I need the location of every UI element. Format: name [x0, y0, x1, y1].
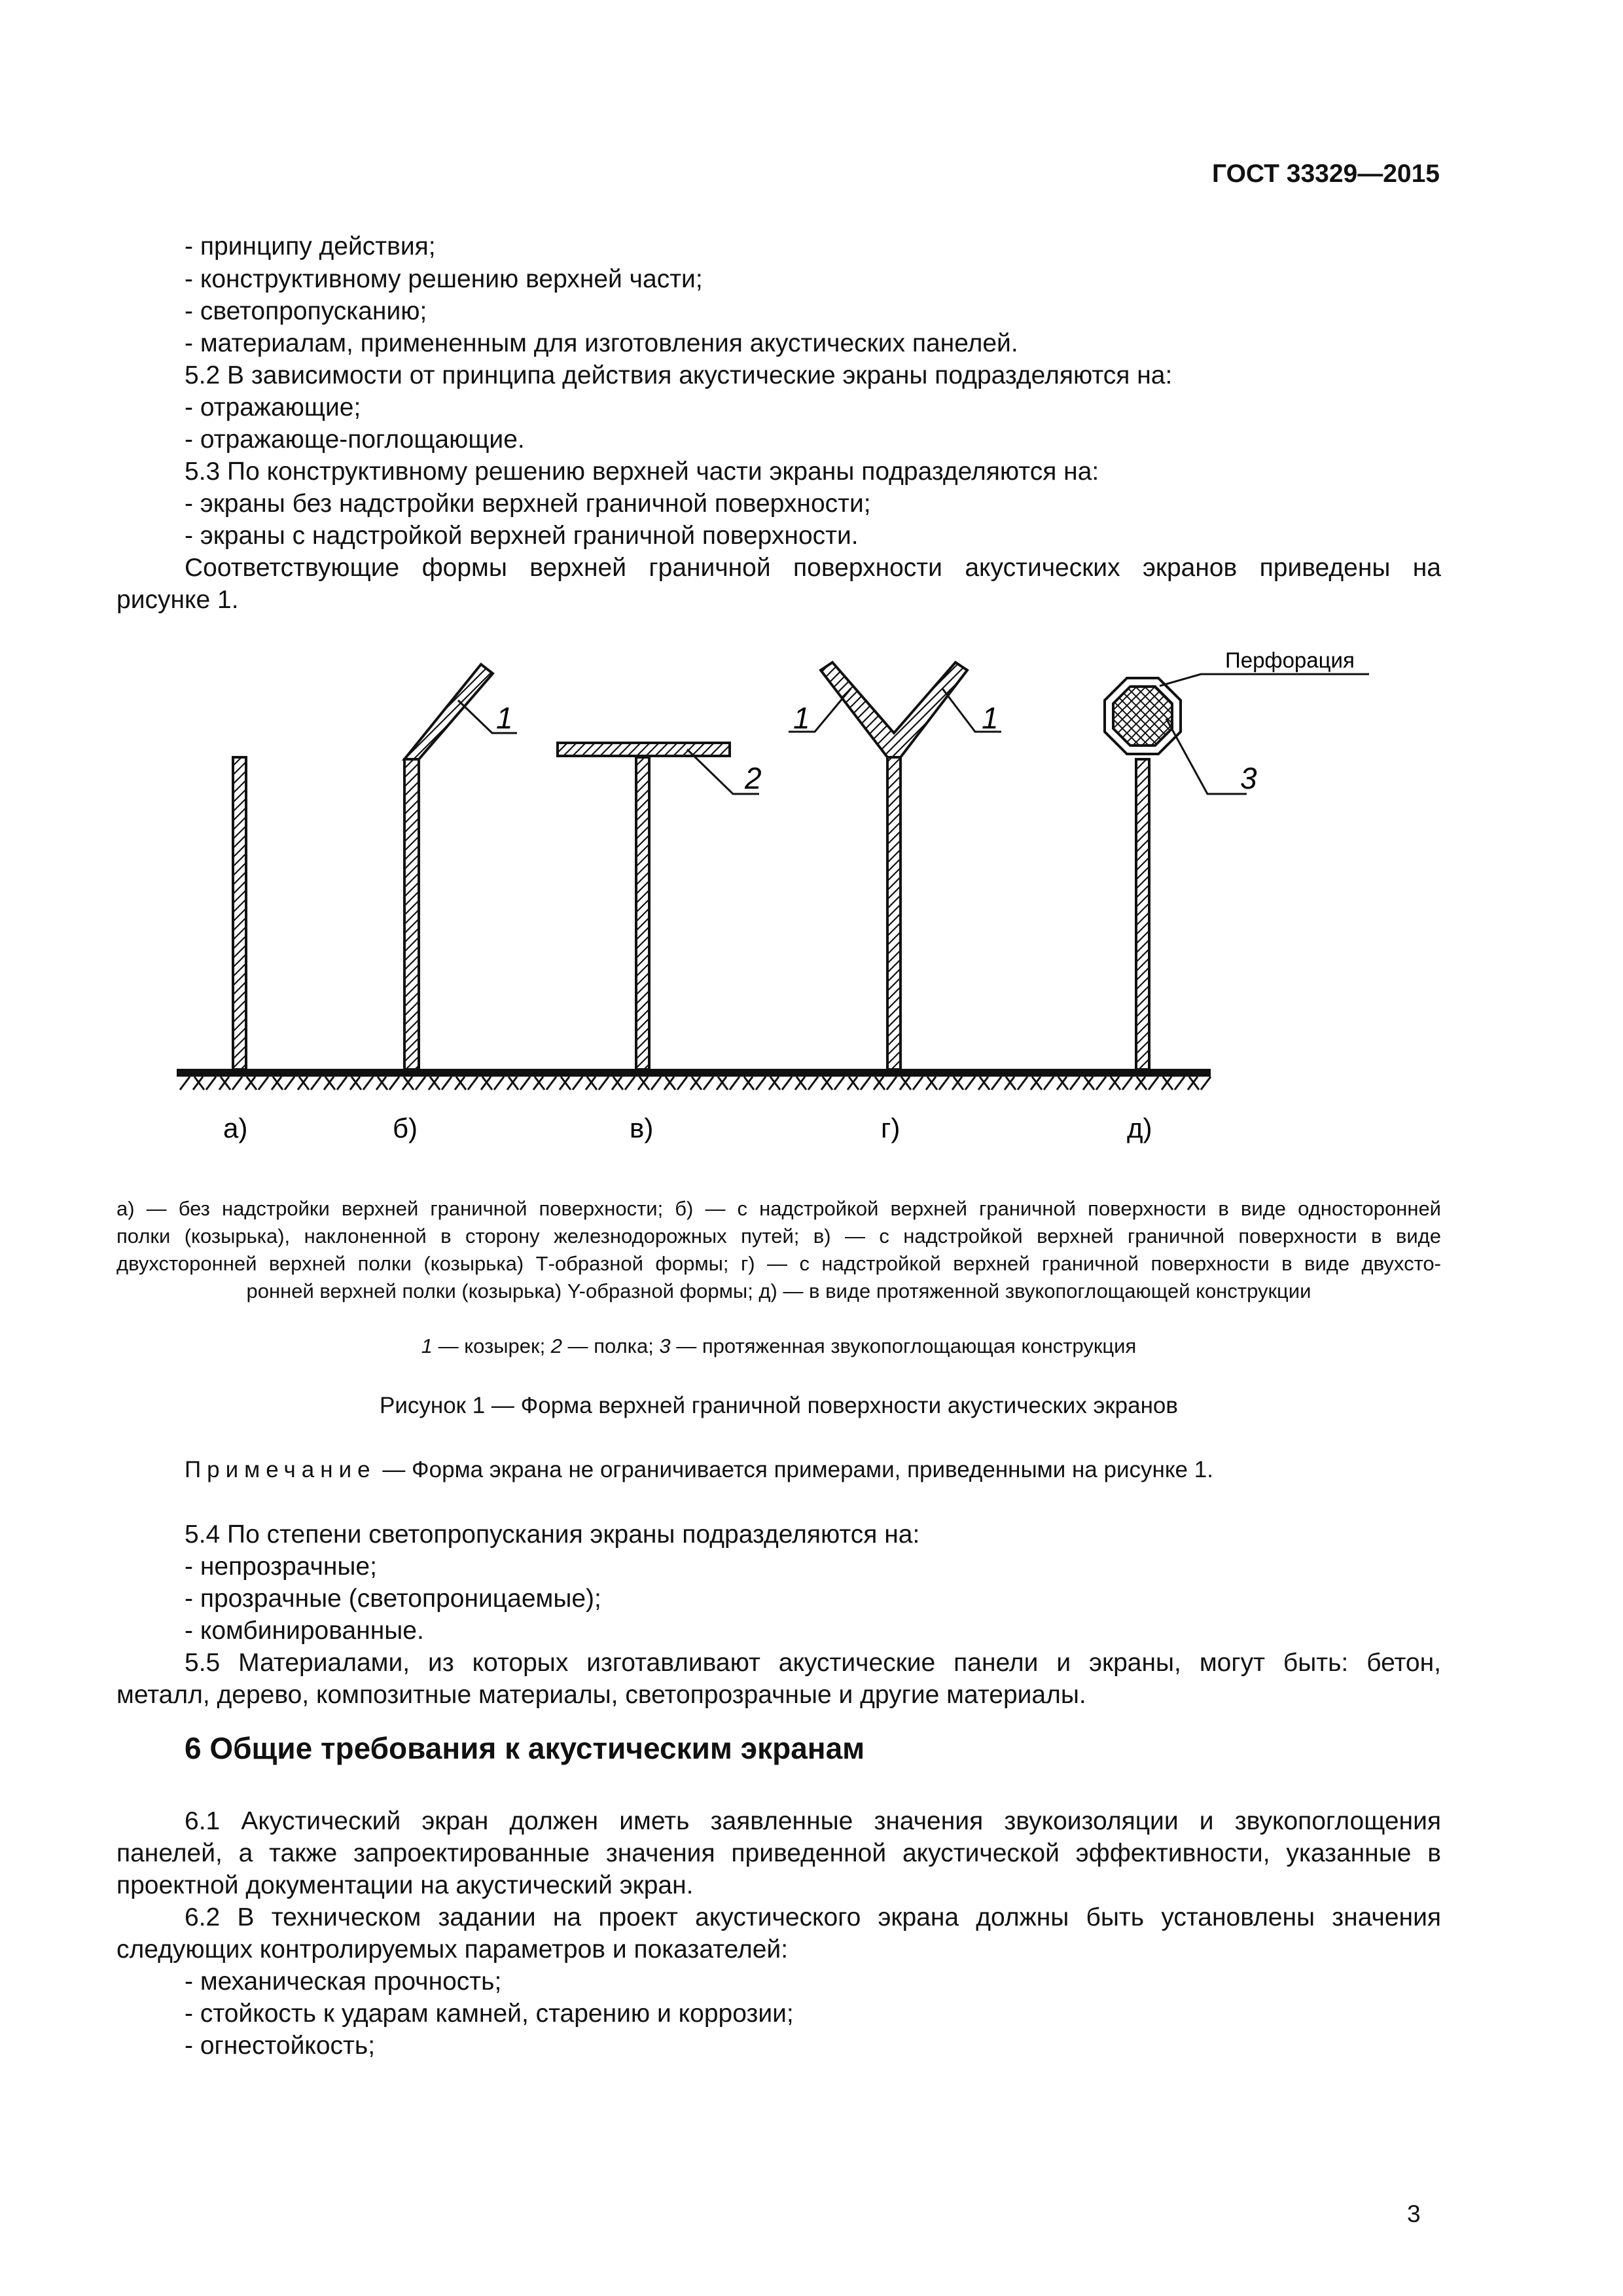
note-label: Примечание	[185, 1457, 376, 1482]
figure-caption-line: двухсторонней верхней полки (козырька) Т-образной формы; г) — с надстройкой верхней граничной поверхности в виде двухсто-	[116, 1252, 1441, 1275]
list-item: - механическая прочность;	[185, 1967, 502, 1996]
list-item: - экраны с надстройкой верхней граничной поверхности.	[185, 522, 859, 550]
figure-legend	[116, 1333, 1441, 1360]
callout-2: 2	[745, 761, 762, 795]
callout-1: 1	[496, 701, 513, 735]
list-item: - стойкость к ударам камней, старению и коррозии;	[185, 2000, 794, 2028]
figure-title: Рисунок 1 — Форма верхней граничной поверхности акустических экранов	[379, 1393, 1178, 1418]
list-item: - конструктивному решению верхней части;	[185, 265, 703, 293]
screen-a-post	[233, 757, 246, 1069]
figure-caption-line: полки (козырька), наклоненной в сторону железнодорожных путей; в) — с надстройкой верхней граничной поверхности в виде	[116, 1225, 1441, 1247]
screen-d-post	[887, 757, 901, 1069]
ground-line	[177, 1069, 1211, 1077]
clause-6-1-continued: панелей, а также запроектированные значения приведенной акустической эффективности, указанные в	[116, 1839, 1441, 1867]
perforation-label: Перфорация	[1225, 648, 1355, 672]
variant-label-a: а)	[223, 1113, 248, 1143]
page-number: 3	[1407, 2200, 1421, 2227]
figure-caption-line: а) — без надстройки верхней граничной поверхности; б) — с надстройкой верхней граничной поверхности в виде односторонней	[116, 1197, 1441, 1220]
ground-hatching	[180, 1077, 1211, 1090]
figure-reference-line: рисунке 1.	[116, 586, 239, 614]
screen-b-post	[404, 759, 419, 1069]
clause-6-1-continued: проектной документации на акустический экран.	[116, 1871, 694, 1899]
screen-e-absorber-core	[1113, 687, 1172, 745]
list-item: - отражающие;	[185, 393, 361, 422]
clause-5-4: 5.4 По степени светопропускания экраны подразделяются на:	[185, 1520, 920, 1549]
clause-5-2: 5.2 В зависимости от принципа действия акустические экраны подразделяются на:	[185, 361, 1173, 389]
list-item: - материалам, примененным для изготовления акустических панелей.	[185, 329, 1018, 357]
variant-label-e: д)	[1127, 1113, 1152, 1143]
list-item: - принципу действия;	[185, 232, 436, 260]
figure-caption-line: ронней верхней полки (козырька) Y-образной формы; д) — в виде протяженной звукопоглощающей конструкции	[246, 1280, 1311, 1302]
screen-b-visor	[404, 664, 493, 759]
legend-number: 3	[659, 1335, 671, 1357]
clause-6-2: 6.2 В техническом задании на проект акустического экрана должны быть установлены значения	[185, 1903, 1441, 1931]
clause-5-5: 5.5 Материалами, из которых изготавливают акустические панели и экраны, могут быть: бетон,	[185, 1649, 1441, 1677]
callout-3: 3	[1240, 761, 1257, 795]
list-item: - отражающе-поглощающие.	[185, 425, 525, 454]
callout-1: 1	[982, 701, 999, 735]
document-code: ГОСТ 33329—2015	[1212, 160, 1440, 188]
list-item: - прозрачные (светопроницаемые);	[185, 1585, 601, 1613]
section-6-heading: 6 Общие требования к акустическим экранам	[185, 1731, 865, 1765]
variant-label-b: б)	[393, 1113, 418, 1143]
screen-e-post	[1136, 759, 1149, 1069]
clause-5-5-continued: металл, дерево, композитные материалы, светопрозрачные и другие материалы.	[116, 1681, 1086, 1709]
legend-text: — протяженная звукопоглощающая конструкция	[670, 1335, 1137, 1357]
perforation-leader	[1160, 674, 1369, 686]
note-text: — Форма экрана не ограничивается примерами, приведенными на рисунке 1.	[376, 1457, 1213, 1482]
legend-number: 2	[550, 1335, 563, 1357]
screen-d-y-shelf	[821, 662, 967, 757]
figure-reference-line: Соответствующие формы верхней граничной поверхности акустических экранов приведены на	[185, 554, 1441, 582]
clause-5-3: 5.3 По конструктивному решению верхней части экраны подразделяются на:	[185, 457, 1099, 486]
clause-6-1: 6.1 Акустический экран должен иметь заявленные значения звукоизоляции и звукопоглощения	[185, 1807, 1441, 1835]
list-item: - светопропусканию;	[185, 297, 427, 325]
screen-c-shelf	[558, 743, 730, 756]
clause-6-2-continued: следующих контролируемых параметров и показателей:	[116, 1935, 789, 1964]
callout-1: 1	[793, 701, 810, 735]
list-item: - экраны без надстройки верхней граничной поверхности;	[185, 490, 871, 518]
list-item: - непрозрачные;	[185, 1552, 377, 1581]
variant-label-c: в)	[630, 1113, 654, 1143]
screen-c-post	[636, 757, 649, 1069]
legend-text: — козырек;	[433, 1335, 551, 1357]
legend-number: 1	[421, 1335, 433, 1357]
legend-text: — полка;	[562, 1335, 660, 1357]
list-item: - комбинированные.	[185, 1617, 424, 1645]
variant-label-d: г)	[881, 1113, 901, 1143]
note	[185, 1457, 1213, 1483]
list-item: - огнестойкость;	[185, 2032, 376, 2060]
